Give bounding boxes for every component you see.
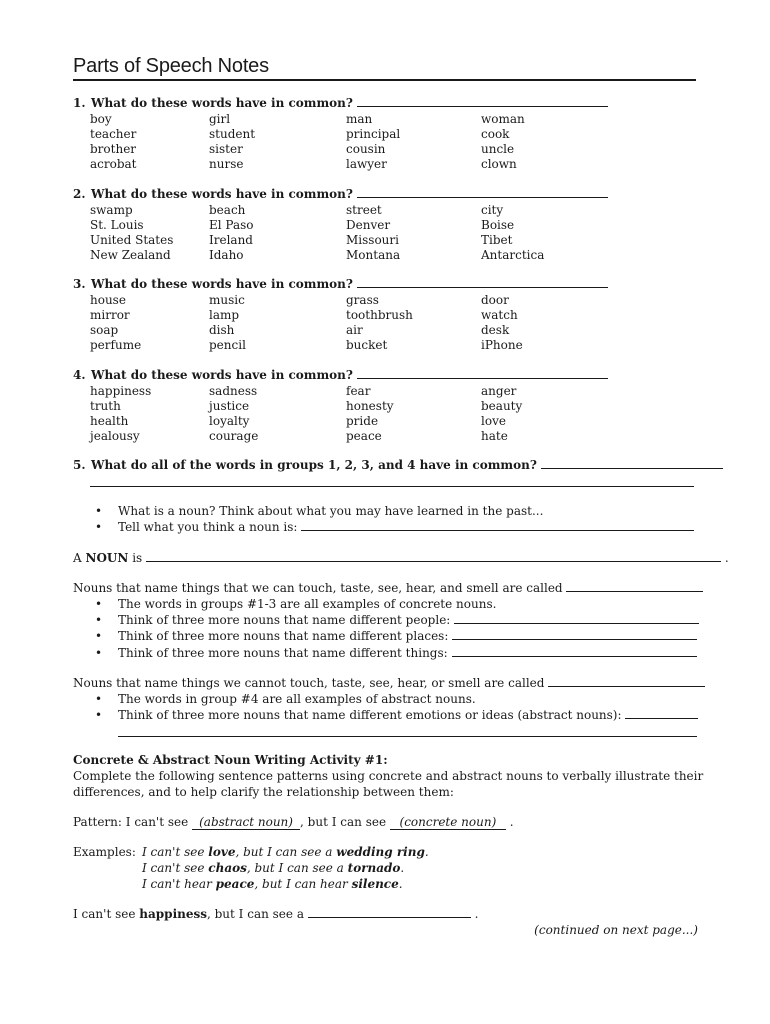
concrete-bullet-3 [118,629,697,643]
abstract-nouns-line[interactable] [118,736,697,737]
group-4-number: 4. [73,368,86,382]
happiness-prompt [73,907,478,921]
group-3-answer-blank[interactable] [357,277,608,288]
word-item: sister [209,142,243,156]
q5-answer-blank[interactable] [541,458,723,469]
word-item: soap [90,323,119,337]
title-rule [73,79,696,81]
group-1-question [73,96,608,110]
places-nouns-blank[interactable] [452,629,697,640]
noun-definition [73,551,729,565]
noun-guess-blank[interactable] [301,520,694,531]
group-1-answer-blank[interactable] [357,96,608,107]
word-item: uncle [481,142,515,156]
word-item: acrobat [90,157,137,171]
word-item: El Paso [209,218,254,232]
word-item: St. Louis [90,218,144,232]
example-2-d: tornado [347,861,401,875]
group-4-question-text: What do these words have in common? [91,368,353,382]
q5-number: 5. [73,458,86,472]
word-item: nurse [209,157,244,171]
word-item: watch [481,308,518,322]
concrete-bullet-1: The words in groups #1-3 are all examples of concrete nouns. [118,597,497,611]
word-item: door [481,293,509,307]
concrete-intro-text: Nouns that name things that we can touch, taste, see, hear, and smell are called [73,581,563,595]
word-item: lamp [209,308,240,322]
noun-def-word: NOUN [85,551,129,565]
noun-bullet-1: What is a noun? Think about what you may have learned in the past... [118,504,544,518]
bullet-dot: • [95,692,103,706]
abstract-bullet-1: The words in group #4 are all examples of abstract nouns. [118,692,476,706]
concrete-term-blank[interactable] [566,581,703,592]
word-item: sadness [209,384,258,398]
word-item: New Zealand [90,248,171,262]
concrete-bullet-4-text: Think of three more nouns that name different things: [118,646,448,660]
word-item: brother [90,142,137,156]
word-item: United States [90,233,174,247]
group-1-word-grid [90,112,591,172]
q5-question [73,458,723,472]
group-3-word-grid [90,293,591,353]
bullet-dot: • [95,708,103,722]
group-4-answer-blank[interactable] [357,368,608,379]
bullet-dot: • [95,520,103,534]
word-item: hate [481,429,508,443]
abstract-intro-text: Nouns that name things we cannot touch, taste, see, hear, or smell are called [73,676,545,690]
word-item: man [346,112,373,126]
things-nouns-blank[interactable] [452,646,697,657]
group-2-answer-blank[interactable] [357,187,608,198]
group-1-question-text: What do these words have in common? [91,96,353,110]
word-item: perfume [90,338,142,352]
noun-definition-blank[interactable] [146,551,721,562]
pattern-concrete-placeholder: (concrete noun) [390,815,506,830]
word-item: dish [209,323,235,337]
prompt-end: . [474,907,479,921]
word-item: justice [209,399,250,413]
activity-desc-line-1: Complete the following sentence patterns using concrete and abstract nouns to verbally illustrate their [73,769,704,783]
group-3-number: 3. [73,277,86,291]
concrete-bullet-3-text: Think of three more nouns that name different places: [118,629,449,643]
group-2-question-text: What do these words have in common? [91,187,353,201]
example-3-b: peace [215,877,255,891]
noun-bullet-2-text: Tell what you think a noun is: [118,520,298,534]
q5-question-text: What do all of the words in groups 1, 2, 3, and 4 have in common? [91,458,537,472]
word-item: street [346,203,382,217]
activity-heading: Concrete & Abstract Noun Writing Activity #1: [73,753,388,767]
word-item: loyalty [209,414,250,428]
bullet-dot: • [95,597,103,611]
concrete-bullet-4 [118,646,697,660]
continued-note: (continued on next page...) [534,923,698,937]
abstract-bullet-2-text: Think of three more nouns that name different emotions or ideas (abstract nouns): [118,708,622,722]
word-item: principal [346,127,401,141]
group-3-question [73,277,608,291]
word-item: beauty [481,399,523,413]
word-item: clown [481,157,517,171]
noun-def-suffix: is [132,551,143,565]
word-item: truth [90,399,121,413]
word-item: Ireland [209,233,253,247]
word-item: toothbrush [346,308,413,322]
bullet-dot: • [95,629,103,643]
prompt-b: happiness [139,907,207,921]
word-item: peace [346,429,382,443]
example-3-e: . [398,877,403,891]
concrete-bullet-2-text: Think of three more nouns that name different people: [118,613,451,627]
group-2-number: 2. [73,187,86,201]
pattern-mid: , but I can see [300,815,387,829]
word-item: cook [481,127,510,141]
word-item: Missouri [346,233,399,247]
concrete-intro [73,581,703,595]
page-title: Parts of Speech Notes [73,55,269,77]
q5-answer-line[interactable] [90,486,694,487]
word-item: happiness [90,384,152,398]
pattern-end: . [509,815,514,829]
people-nouns-blank[interactable] [454,613,699,624]
word-item: student [209,127,256,141]
examples-label: Examples: [73,845,136,859]
example-1-b: love [208,845,236,859]
happiness-answer-blank[interactable] [308,907,471,918]
word-item: city [481,203,504,217]
example-1-a: I can't see [142,845,209,859]
example-2-e: . [400,861,405,875]
word-item: courage [209,429,259,443]
example-1-d: wedding ring [336,845,425,859]
word-item: girl [209,112,231,126]
abstract-nouns-blank[interactable] [625,708,698,719]
example-2 [142,861,404,875]
example-3-d: silence [351,877,399,891]
example-3-c: , but I can hear [254,877,352,891]
pattern-abstract-placeholder: (abstract noun) [192,815,300,830]
example-2-c: , but I can see a [246,861,348,875]
example-2-b: chaos [208,861,247,875]
word-item: fear [346,384,371,398]
pattern-label: Pattern: I can't see [73,815,189,829]
group-2-word-grid [90,203,591,263]
word-item: lawyer [346,157,387,171]
example-1 [142,845,429,859]
word-item: love [481,414,506,428]
word-item: desk [481,323,510,337]
word-item: grass [346,293,379,307]
word-item: Antarctica [481,248,545,262]
word-item: woman [481,112,525,126]
word-item: air [346,323,363,337]
word-item: Denver [346,218,391,232]
group-4-question [73,368,608,382]
word-item: swamp [90,203,133,217]
example-3 [142,877,403,891]
word-item: bucket [346,338,388,352]
word-item: pride [346,414,379,428]
noun-bullet-2 [118,520,694,534]
noun-def-end: . [724,551,729,565]
abstract-bullet-2 [118,708,698,722]
noun-def-prefix: A [73,551,82,565]
group-4-word-grid [90,384,591,444]
concrete-bullet-2 [118,613,699,627]
word-item: Tibet [481,233,513,247]
activity-desc-line-2: differences, and to help clarify the relationship between them: [73,785,454,799]
example-1-c: , but I can see a [235,845,337,859]
word-item: teacher [90,127,137,141]
example-3-a: I can't hear [142,877,216,891]
word-item: jealousy [90,429,140,443]
word-item: boy [90,112,112,126]
example-1-e: . [424,845,429,859]
word-item: health [90,414,129,428]
word-item: honesty [346,399,394,413]
bullet-dot: • [95,646,103,660]
group-2-question [73,187,608,201]
example-2-a: I can't see [142,861,209,875]
word-item: iPhone [481,338,523,352]
prompt-c: , but I can see a [207,907,304,921]
prompt-a: I can't see [73,907,140,921]
group-3-question-text: What do these words have in common? [91,277,353,291]
word-item: Boise [481,218,515,232]
pattern-line [73,815,514,830]
abstract-intro [73,676,705,690]
word-item: mirror [90,308,130,322]
word-item: beach [209,203,246,217]
word-item: music [209,293,245,307]
word-item: Montana [346,248,401,262]
group-1-number: 1. [73,96,86,110]
word-item: anger [481,384,517,398]
abstract-term-blank[interactable] [548,676,705,687]
word-item: pencil [209,338,246,352]
bullet-dot: • [95,504,103,518]
word-item: house [90,293,126,307]
bullet-dot: • [95,613,103,627]
word-item: cousin [346,142,386,156]
word-item: Idaho [209,248,244,262]
